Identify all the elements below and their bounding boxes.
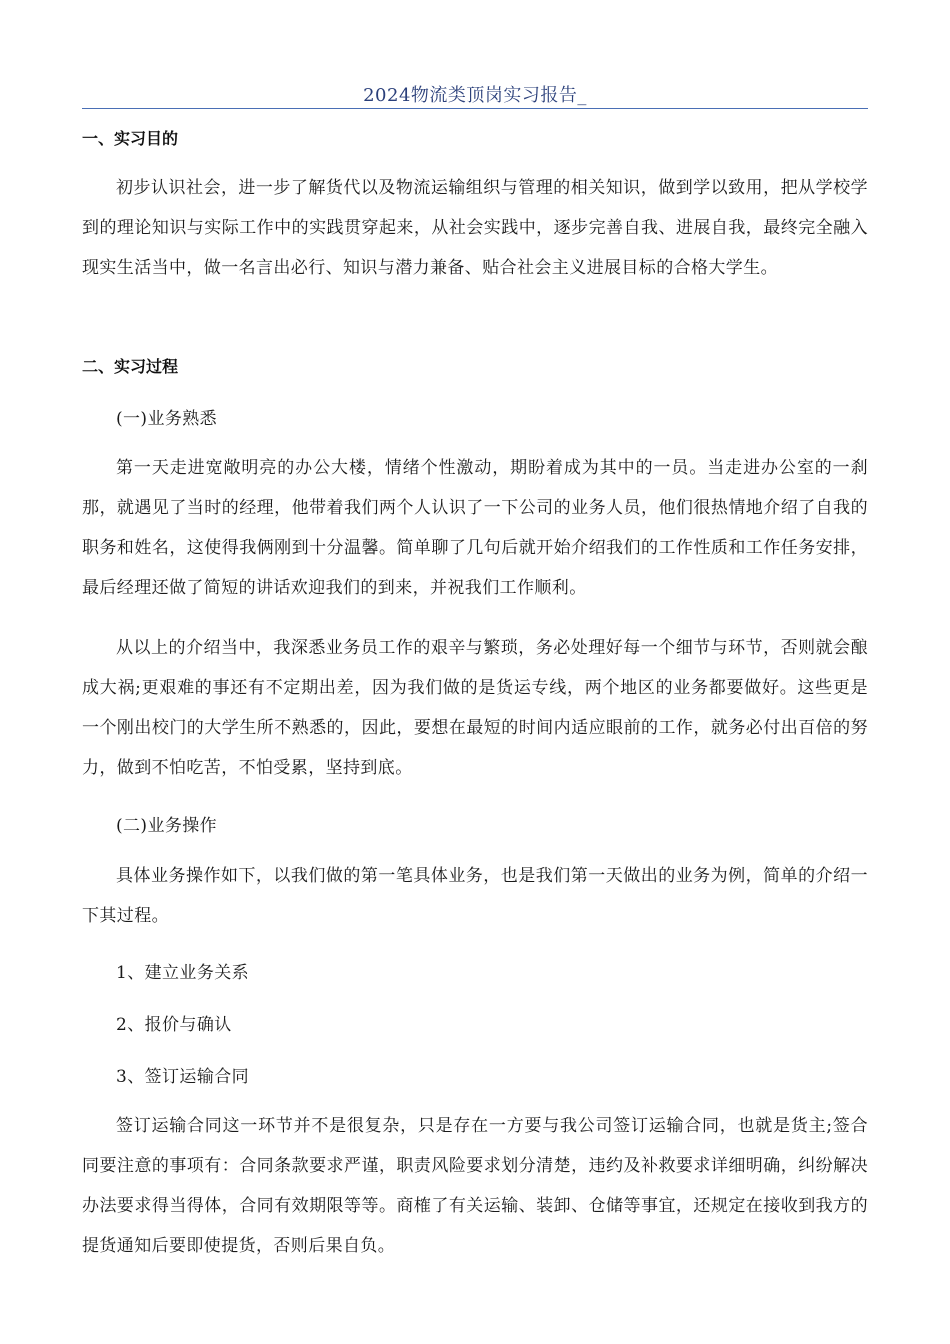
section-heading-process: 二、实习过程 bbox=[82, 357, 179, 376]
section-heading-purpose: 一、实习目的 bbox=[82, 129, 179, 148]
subheading-business-operation: (二)业务操作 bbox=[116, 816, 218, 836]
list-item-step-1: 1、建立业务关系 bbox=[116, 963, 250, 983]
list-item-step-2: 2、报价与确认 bbox=[116, 1015, 232, 1035]
list-item-step-3: 3、签订运输合同 bbox=[116, 1067, 250, 1087]
paragraph-purpose: 初步认识社会，进一步了解货代以及物流运输组织与管理的相关知识，做到学以致用，把从学校学到的理论知识与实际工作中的实践贯穿起来，从社会实践中，逐步完善自我、进展自我，最终完全融入现实生活当中，做一名言出必行、知识与潜力兼备、贴合社会主义进展目标的合格大学生。 bbox=[82, 178, 868, 278]
subheading-business-familiarization: (一)业务熟悉 bbox=[116, 409, 218, 429]
paragraph-contract: 签订运输合同这一环节并不是很复杂，只是存在一方要与我公司签订运输合同，也就是货主;签合同要注意的事项有：合同条款要求严谨，职责风险要求划分清楚，违约及补救要求详细明确，纠纷解决办法要求得当得体，合同有效期限等等。商榷了有关运输、装卸、仓储等事宜，还规定在接收到我方的提货通知后要即使提货，否则后果自负。 bbox=[82, 1116, 868, 1256]
paragraph-first-day: 第一天走进宽敞明亮的办公大楼，情绪个性激动，期盼着成为其中的一员。当走进办公室的一刹那，就遇见了当时的经理，他带着我们两个人认识了一下公司的业务人员，他们很热情地介绍了自我的职务和姓名，这使得我俩刚到十分温馨。简单聊了几句后就开始介绍我们的工作性质和工作任务安排，最后经理还做了简短的讲话欢迎我们的到来，并祝我们工作顺利。 bbox=[82, 458, 868, 598]
paragraph-operation-intro: 具体业务操作如下，以我们做的第一笔具体业务，也是我们第一天做出的业务为例，简单的介绍一下其过程。 bbox=[82, 866, 868, 926]
document-title: 2024物流类顶岗实习报告_ bbox=[363, 85, 587, 106]
title-underline bbox=[82, 108, 868, 109]
paragraph-difficulties: 从以上的介绍当中，我深悉业务员工作的艰辛与繁琐，务必处理好每一个细节与环节，否则就会酿成大祸;更艰难的事还有不定期出差，因为我们做的是货运专线，两个地区的业务都要做好。这些更是一个刚出校门的大学生所不熟悉的，因此，要想在最短的时间内适应眼前的工作，就务必付出百倍的努力，做到不怕吃苦，不怕受累，坚持到底。 bbox=[82, 638, 868, 778]
